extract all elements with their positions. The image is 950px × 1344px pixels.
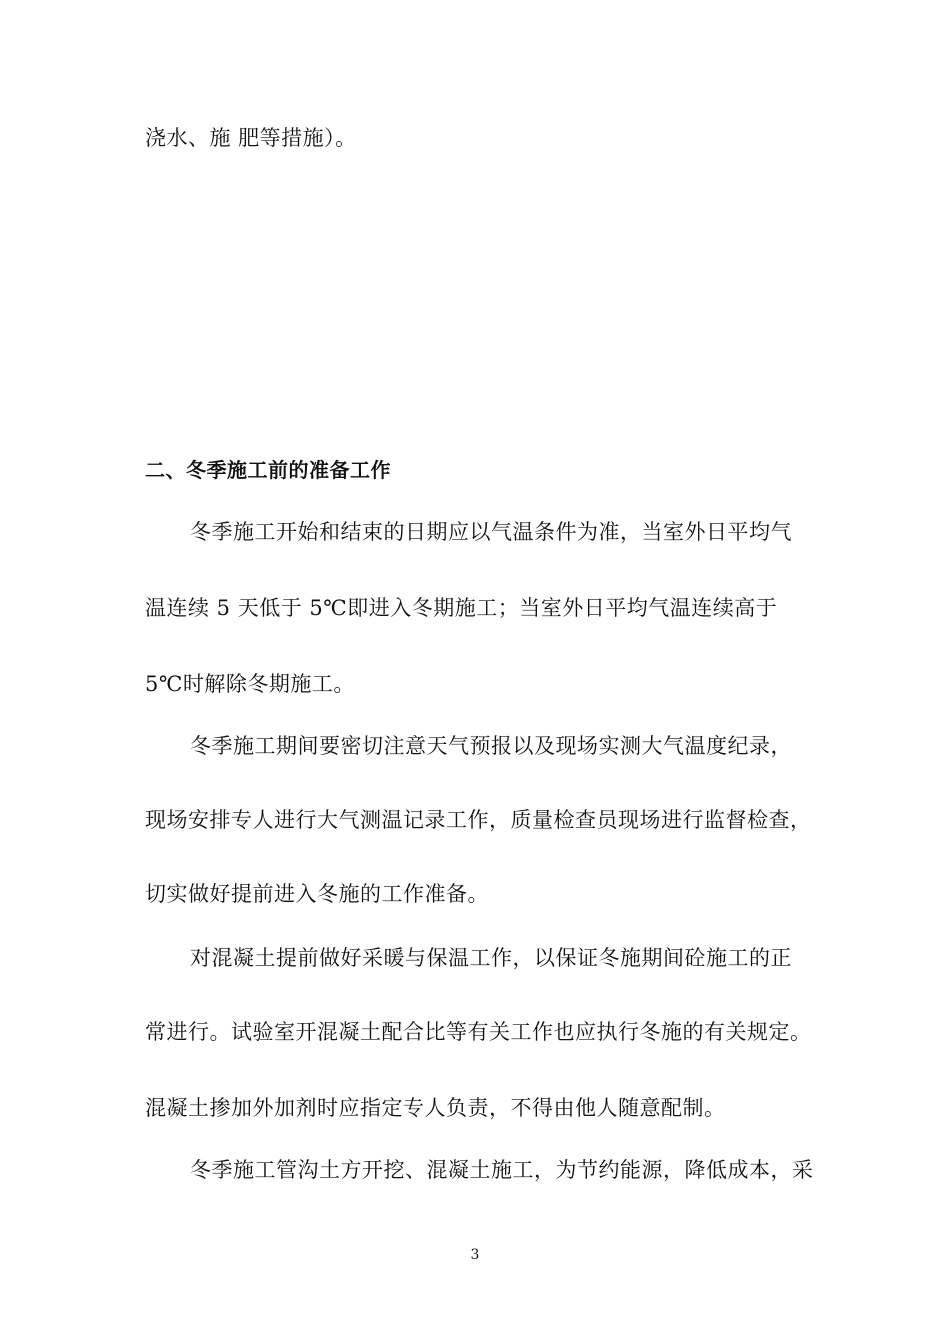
paragraph-line: 对混凝土提前做好采暖与保温工作，以保证冬施期间砼施工的正 <box>190 946 792 970</box>
section-heading: 二、冬季施工前的准备工作 <box>145 458 391 482</box>
paragraph-line: 温连续 5 天低于 5℃即进入冬期施工；当室外日平均气温连续高于 <box>145 596 778 620</box>
text-line: 浇水、施 肥等措施）。 <box>145 126 357 150</box>
paragraph-line: 混凝土掺加外加剂时应指定专人负责，不得由他人随意配制。 <box>145 1096 726 1120</box>
paragraph-line: 冬季施工开始和结束的日期应以气温条件为准，当室外日平均气 <box>190 520 792 544</box>
paragraph-line: 冬季施工管沟土方开挖、混凝土施工，为节约能源，降低成本，采 <box>190 1158 814 1182</box>
page-number: 3 <box>470 1247 480 1263</box>
paragraph-line: 切实做好提前进入冬施的工作准备。 <box>145 882 489 906</box>
paragraph-line: 冬季施工期间要密切注意天气预报以及现场实测大气温度纪录， <box>190 734 792 758</box>
paragraph-line: 常进行。试验室开混凝土配合比等有关工作也应执行冬施的有关规定。 <box>145 1020 812 1044</box>
paragraph-line: 5℃时解除冬期施工。 <box>145 672 355 696</box>
paragraph-line: 现场安排专人进行大气测温记录工作，质量检查员现场进行监督检查， <box>145 808 812 832</box>
